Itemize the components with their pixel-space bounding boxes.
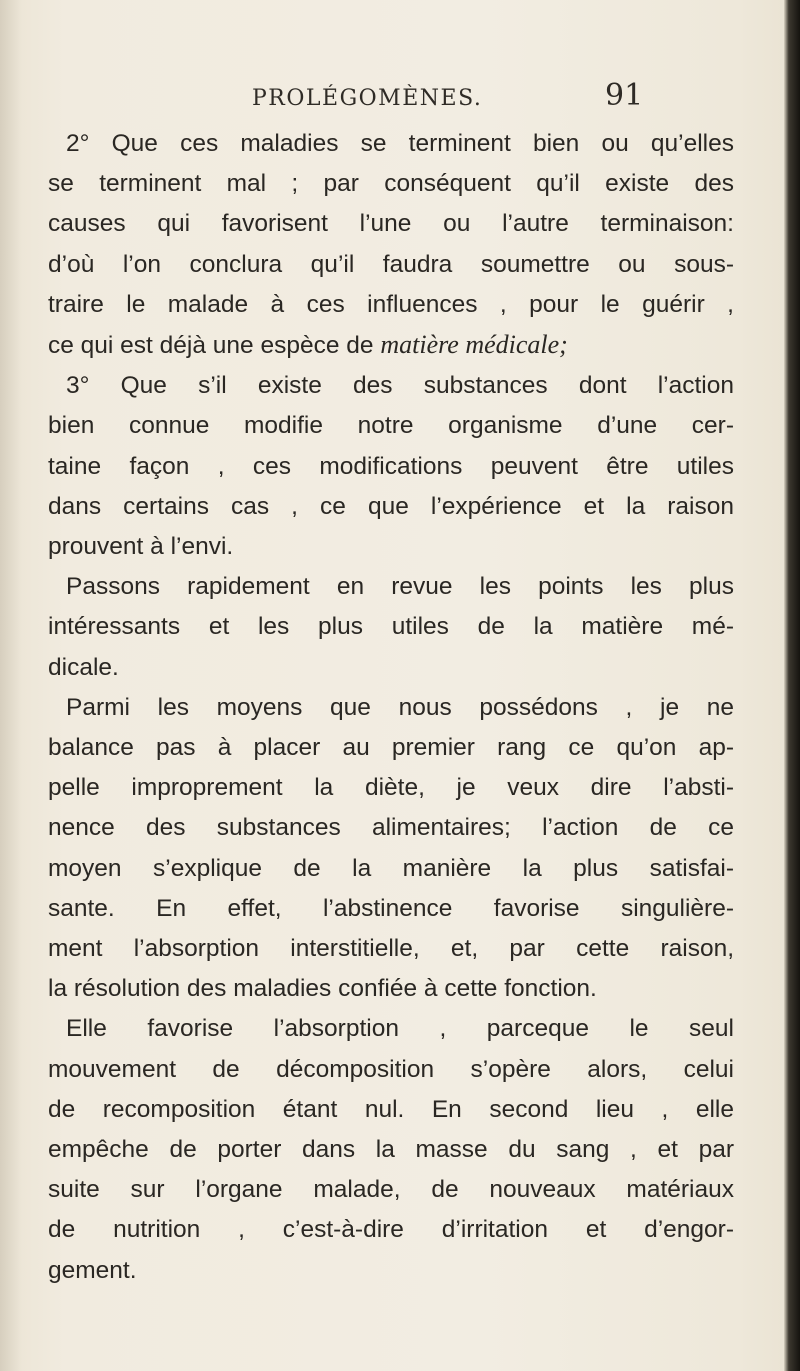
- text-line-content: ce qui est déjà une espèce de: [48, 332, 381, 360]
- text-line: [48, 567, 734, 607]
- text-line: [48, 1251, 734, 1291]
- text-line-content: sante. En effet, l’abstinence favorise singulière-: [48, 894, 734, 922]
- text-line: [48, 124, 734, 164]
- text-line: [48, 849, 734, 889]
- text-line: [48, 527, 734, 567]
- text-line-content: la résolution des maladies confiée à cette fonction.: [48, 975, 597, 1003]
- text-line-content: prouvent à l’envi.: [48, 533, 234, 561]
- text-line-content: Elle favorise l’absorption , parceque le seul: [66, 1015, 734, 1043]
- text-line: [48, 1090, 734, 1130]
- page-number: 91: [605, 78, 644, 113]
- text-line: [48, 366, 734, 406]
- text-line: [48, 1170, 734, 1210]
- text-line: [48, 768, 734, 808]
- text-line-content: gement.: [48, 1256, 137, 1284]
- text-line: [48, 325, 734, 366]
- page-edge-shadow: [784, 0, 800, 1371]
- running-title: PROLÉGOMÈNES.: [252, 86, 483, 111]
- text-line: [48, 1130, 734, 1170]
- text-line: [48, 1009, 734, 1049]
- text-line-content: Passons rapidement en revue les points les plus: [66, 573, 734, 601]
- text-line-content: mouvement de décomposition s’opère alors, celui: [48, 1055, 734, 1083]
- text-line: [48, 447, 734, 487]
- text-line: [48, 204, 734, 244]
- text-line: [48, 285, 734, 325]
- text-line-content: intéressants et les plus utiles de la matière mé-: [48, 613, 734, 641]
- text-line: [48, 969, 734, 1009]
- text-line-content: se terminent mal ; par conséquent qu’il existe des: [48, 170, 734, 198]
- text-line-content: dans certains cas , ce que l’expérience et la raison: [48, 492, 734, 520]
- text-line-content: suite sur l’organe malade, de nouveaux matériaux: [48, 1176, 734, 1204]
- text-line-content: de recomposition étant nul. En second lieu , elle: [48, 1095, 734, 1123]
- text-line-content: nence des substances alimentaires; l’action de ce: [48, 814, 734, 842]
- text-line-content: traire le malade à ces influences , pour le guérir ,: [48, 290, 734, 318]
- text-line: [48, 808, 734, 848]
- text-line-content: causes qui favorisent l’une ou l’autre terminaison:: [48, 210, 734, 238]
- text-line: [48, 688, 734, 728]
- text-line-content: 3° Que s’il existe des substances dont l’action: [66, 372, 734, 400]
- text-line: [48, 648, 734, 688]
- text-line-content: de nutrition , c’est-à-dire d’irritation et d’engor-: [48, 1216, 734, 1244]
- text-line: [48, 929, 734, 969]
- text-line-content: taine façon , ces modifications peuvent être utiles: [48, 452, 734, 480]
- text-line: [48, 245, 734, 285]
- text-line: [48, 1050, 734, 1090]
- text-line: [48, 889, 734, 929]
- text-line: [48, 607, 734, 647]
- body-text: [48, 124, 734, 1291]
- text-line: [48, 728, 734, 768]
- text-line-content: bien connue modifie notre organisme d’une cer-: [48, 412, 734, 440]
- text-line-content: ment l’absorption interstitielle, et, par cette raison,: [48, 935, 734, 963]
- text-line-content: balance pas à placer au premier rang ce qu’on ap-: [48, 734, 734, 762]
- italic-term: matière médicale;: [380, 330, 568, 360]
- text-line: [48, 164, 734, 204]
- text-line-content: Parmi les moyens que nous possédons , je ne: [66, 693, 734, 721]
- text-line-content: dicale.: [48, 653, 119, 681]
- text-line: [48, 487, 734, 527]
- text-line: [48, 1210, 734, 1250]
- text-line-content: empêche de porter dans la masse du sang , et par: [48, 1136, 734, 1164]
- text-line-content: pelle improprement la diète, je veux dire l’absti-: [48, 774, 734, 802]
- text-line-content: moyen s’explique de la manière la plus satisfai-: [48, 854, 734, 882]
- text-line-content: d’où l’on conclura qu’il faudra soumettre ou sous-: [48, 250, 734, 278]
- text-line: [48, 406, 734, 446]
- gutter-shadow: [0, 0, 22, 1371]
- text-line-content: 2° Que ces maladies se terminent bien ou qu’elles: [66, 130, 734, 157]
